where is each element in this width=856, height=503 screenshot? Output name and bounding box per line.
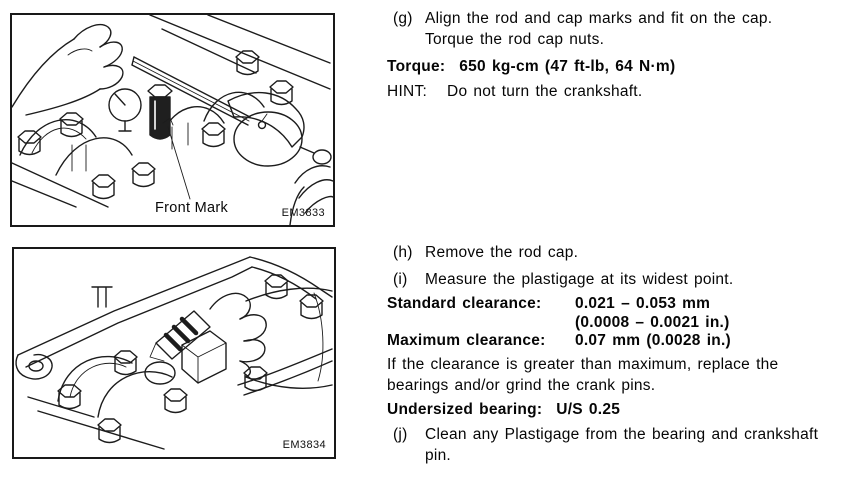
standard-clearance-in: (0.0008 – 0.0021 in.) [575, 314, 730, 331]
step-i-label: (i) [393, 271, 408, 288]
step-i [383, 269, 733, 290]
clearance-note: If the clearance is greater than maximum, replace the bearings and/or grind the crank pins. [387, 356, 779, 394]
undersized-bearing-spec [387, 399, 620, 420]
undersized-bearing-label: Undersized bearing: [387, 401, 543, 418]
standard-clearance-label: Standard clearance: [387, 295, 542, 312]
figure-torque-rod-cap [10, 13, 335, 227]
step-h [383, 242, 578, 263]
hint-label: HINT: [387, 83, 427, 100]
standard-clearance-mm: 0.021 – 0.053 mm [575, 295, 711, 312]
front-mark-label: Front Mark [155, 200, 229, 216]
standard-clearance-spec [387, 294, 730, 332]
step-h-text: Remove the rod cap. [425, 244, 579, 261]
step-i-text: Measure the plastigage at its widest point. [425, 271, 734, 288]
figure-plastigage-measure [12, 247, 336, 459]
torque-spec-value: 650 kg-cm (47 ft-lb, 64 N·m) [459, 58, 676, 75]
plastigage-illustration [14, 249, 334, 457]
step-g [383, 8, 823, 50]
step-h-label: (h) [393, 244, 413, 261]
torque-spec-label: Torque: [387, 58, 446, 75]
step-j-label: (j) [393, 426, 408, 443]
step-g-label: (g) [393, 10, 413, 27]
torque-spec [387, 56, 675, 77]
standard-clearance-value [575, 294, 730, 332]
undersized-bearing-value: U/S 0.25 [556, 401, 621, 418]
figure-code-em3834: EM3834 [282, 439, 326, 451]
step-j-text: Clean any Plastigage from the bearing and crankshaft pin. [425, 426, 819, 464]
hint-line [387, 81, 642, 102]
instructions-column [383, 0, 855, 503]
maximum-clearance-label: Maximum clearance: [387, 332, 546, 349]
step-g-text: Align the rod and cap marks and fit on the cap. Torque the rod cap nuts. [425, 10, 773, 48]
torque-wrench-illustration [12, 15, 333, 225]
hint-text: Do not turn the crankshaft. [447, 83, 643, 100]
figure-code-em3833: EM3833 [281, 207, 325, 219]
maximum-clearance-spec [387, 331, 731, 350]
maximum-clearance-value: 0.07 mm (0.0028 in.) [575, 332, 731, 349]
step-j [383, 424, 833, 466]
